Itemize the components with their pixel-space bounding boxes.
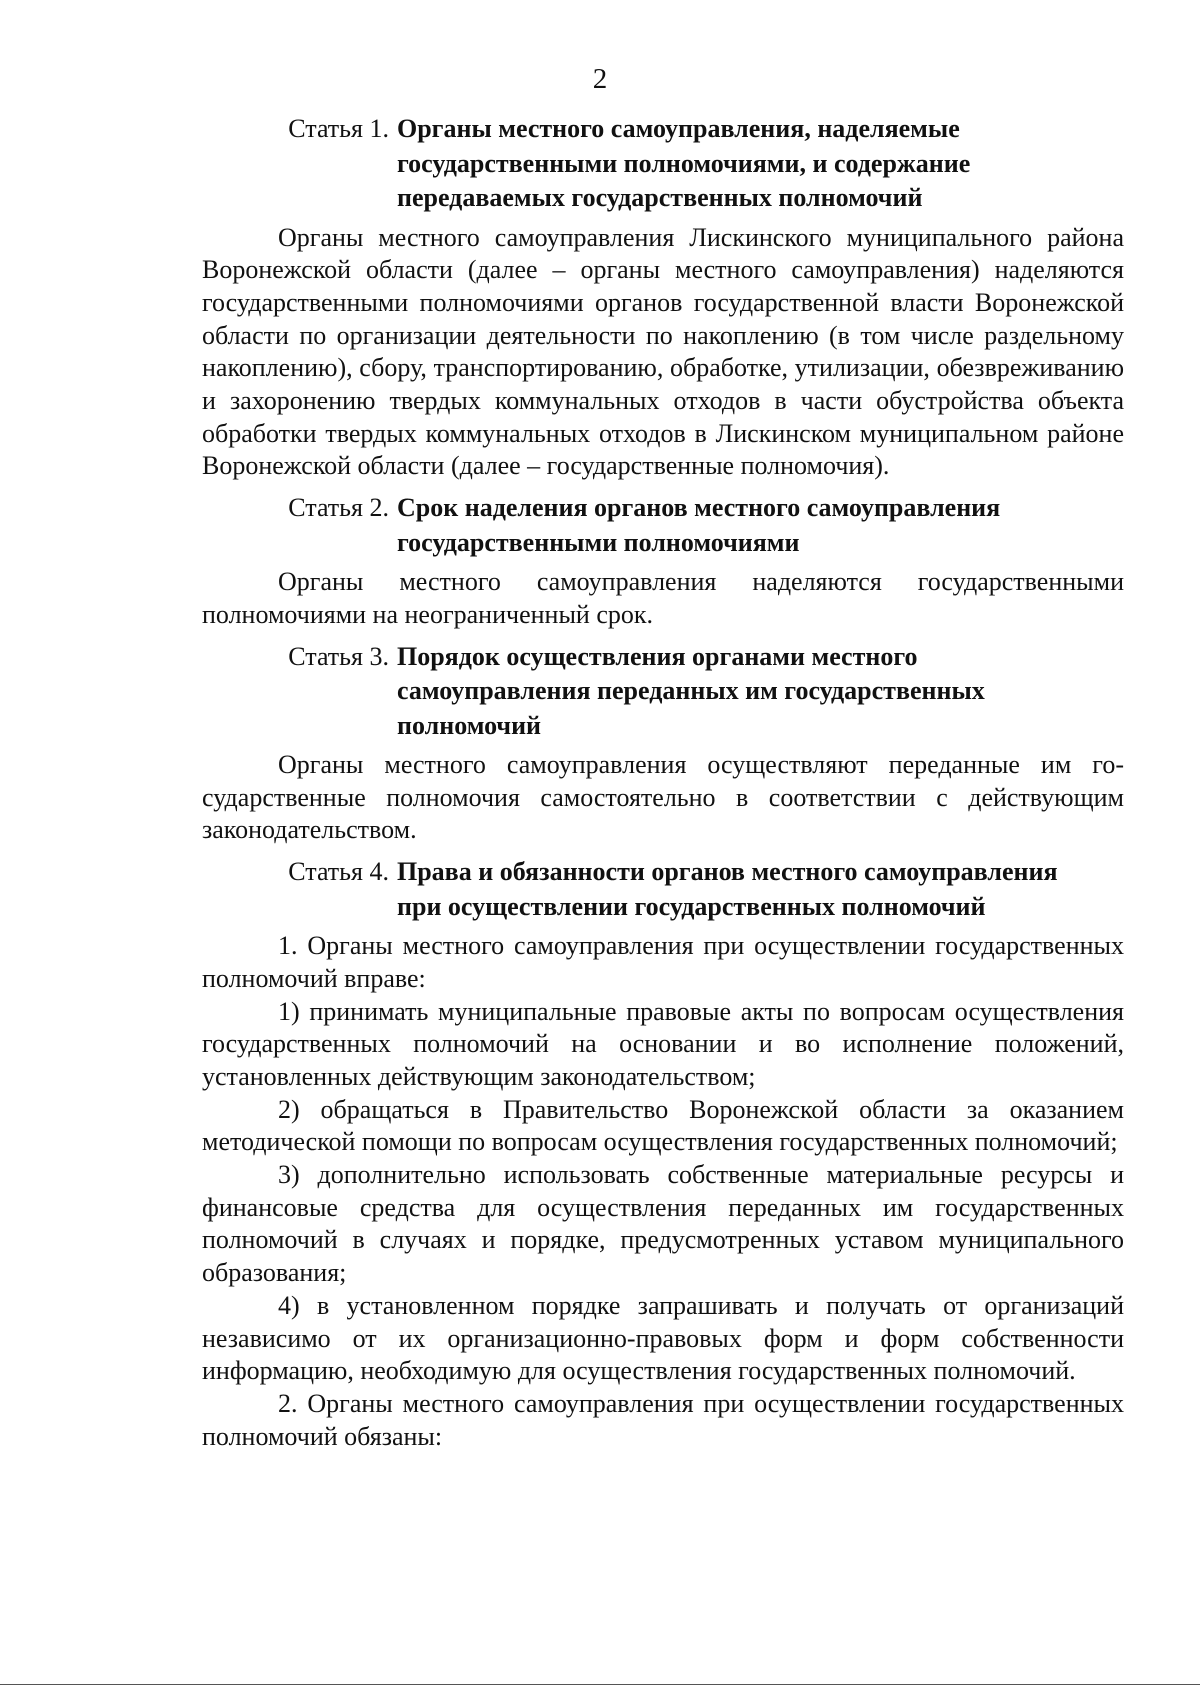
article-4-list-item: 1) принимать муниципальные правовые акты по вопросам осуществления государственных полномочий на основании и во исполнение положений, установленных действующим законодательством; — [202, 996, 1124, 1091]
article-3-title: Порядок осуществления органами местного самоуправления переданных им государственных полномочий — [397, 641, 985, 740]
page-number: 2 — [592, 63, 608, 95]
article-2-title: Срок наделения органов местного самоуправления государственными полномочиями — [397, 493, 1001, 557]
article-3-label: Статья 3. — [288, 641, 389, 671]
footer-rule — [0, 1684, 1200, 1685]
article-4-title: Права и обязанности органов местного самоуправления при осуществлении государственных полномочий — [397, 857, 1058, 921]
article-4-paragraph: 2. Органы местного самоуправления при осуществлении государственных полномочий обязаны: — [202, 1388, 1124, 1451]
document-body — [202, 112, 1124, 1453]
article-4-paragraph: 1. Органы местного самоуправления при осуществлении государственных полномочий вправе: — [202, 931, 1124, 993]
article-4-list-item: 2) обращаться в Правительство Воронежской области за оказанием методической помощи по вопросам осуществления государственных полномочий; — [202, 1094, 1124, 1157]
article-2-paragraph: Органы местного самоуправления наделяются государственными полномочиями на неограниченный срок. — [202, 567, 1124, 629]
article-1-paragraph: Органы местного самоуправления Лискинского муниципального района Воронежской области (далее – органы местного самоуправления) наделяются государственными полномочиями органов государственной власти Воронежской области по организации деятельности по накоплению (в том числе раздельному накоплению), сбору, транспортированию, обработке, утилизации, обезвреживанию и захоронению твердых коммунальных отходов в части обустройства объекта обработки твердых коммунальных отходов в Лискинском муниципальном районе Воронежской области (далее – государственные полномочия). — [202, 222, 1124, 481]
article-1-title: Органы местного самоуправления, наделяемые государственными полномочиями, и содержание передаваемых государственных полномочий — [397, 114, 971, 212]
article-3-paragraph: Органы местного самоуправления осуществляют переданные им государственные полномочия самостоятельно в соответствии с действующим законодательством. — [202, 750, 1124, 845]
article-2-heading — [202, 491, 1124, 560]
article-2-label: Статья 2. — [288, 493, 389, 523]
article-4-label: Статья 4. — [288, 857, 389, 887]
article-1-heading — [202, 112, 1124, 216]
article-3-heading — [202, 640, 1124, 744]
article-4-heading — [202, 855, 1124, 924]
article-4-list-item: 4) в установленном порядке запрашивать и получать от организаций независимо от их организационно-правовых форм и форм собственности информацию, необходимую для осуществления государственных полномочий. — [202, 1290, 1124, 1386]
article-1-label: Статья 1. — [288, 114, 389, 143]
article-4-list-item: 3) дополнительно использовать собственные материальные ресурсы и финансовые средства для осуществления переданных им государственных полномочий в случаях и порядке, предусмотренных уставом муниципального образования; — [202, 1160, 1124, 1288]
